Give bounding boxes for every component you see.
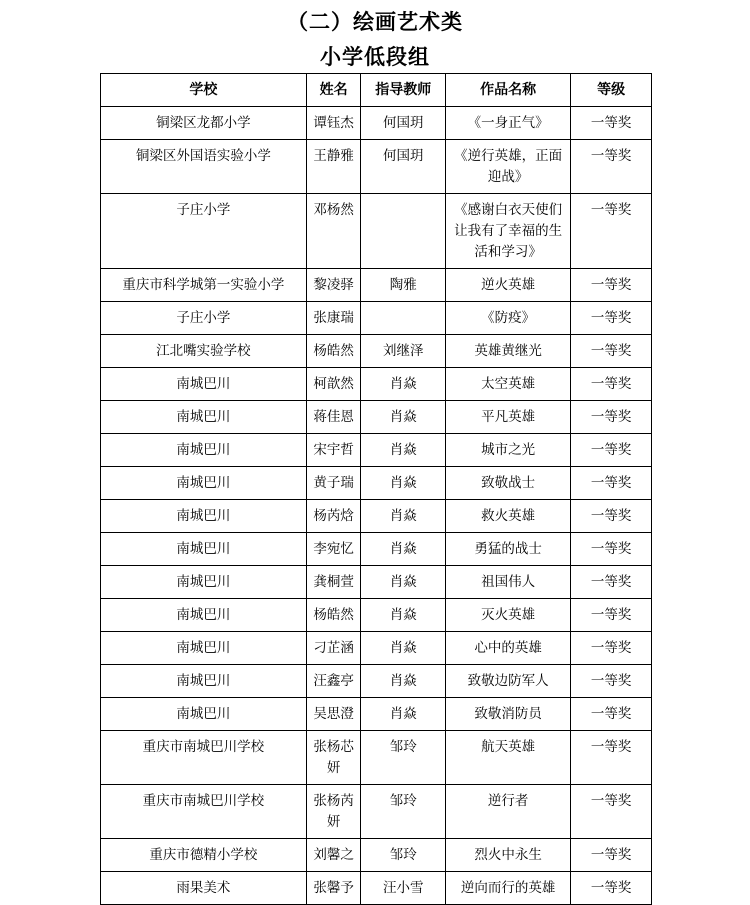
cell-teacher: 肖焱 xyxy=(361,500,446,533)
cell-teacher: 肖焱 xyxy=(361,599,446,632)
table-row xyxy=(101,872,652,905)
cell-name: 李宛忆 xyxy=(306,533,360,566)
cell-level: 一等奖 xyxy=(571,566,652,599)
cell-level: 一等奖 xyxy=(571,872,652,905)
cell-name: 邓杨然 xyxy=(306,194,360,269)
cell-name: 蒋佳恩 xyxy=(306,401,360,434)
table-header-row xyxy=(101,74,652,107)
cell-school: 雨果美术 xyxy=(101,872,307,905)
table-row xyxy=(101,107,652,140)
section-title: 小学低段组 xyxy=(320,45,430,69)
cell-work: 救火英雄 xyxy=(446,500,571,533)
cell-teacher xyxy=(361,302,446,335)
cell-school: 铜梁区龙都小学 xyxy=(101,107,307,140)
table-row xyxy=(101,731,652,785)
cell-school: 南城巴川 xyxy=(101,401,307,434)
cell-work: 烈火中永生 xyxy=(446,839,571,872)
cell-level: 一等奖 xyxy=(571,140,652,194)
table-row xyxy=(101,467,652,500)
cell-school: 重庆市德精小学校 xyxy=(101,839,307,872)
cell-school: 南城巴川 xyxy=(101,698,307,731)
cell-work: 太空英雄 xyxy=(446,368,571,401)
table-row xyxy=(101,434,652,467)
cell-level: 一等奖 xyxy=(571,302,652,335)
cell-school: 重庆市科学城第一实验小学 xyxy=(101,269,307,302)
header-level: 等级 xyxy=(571,74,652,107)
cell-name: 吴思澄 xyxy=(306,698,360,731)
cell-school: 铜梁区外国语实验小学 xyxy=(101,140,307,194)
cell-school: 南城巴川 xyxy=(101,599,307,632)
table-row xyxy=(101,839,652,872)
cell-name: 黎凌驿 xyxy=(306,269,360,302)
table-row xyxy=(101,368,652,401)
cell-level: 一等奖 xyxy=(571,698,652,731)
cell-school: 南城巴川 xyxy=(101,533,307,566)
cell-name: 张馨予 xyxy=(306,872,360,905)
cell-level: 一等奖 xyxy=(571,839,652,872)
cell-level: 一等奖 xyxy=(571,533,652,566)
cell-teacher xyxy=(361,194,446,269)
cell-teacher: 肖焱 xyxy=(361,698,446,731)
header-school: 学校 xyxy=(101,74,307,107)
cell-work: 《一身正气》 xyxy=(446,107,571,140)
header-name: 姓名 xyxy=(306,74,360,107)
awards-table xyxy=(100,73,652,905)
cell-teacher: 肖焱 xyxy=(361,566,446,599)
cell-work: 致敬战士 xyxy=(446,467,571,500)
table-row xyxy=(101,401,652,434)
cell-work: 《感谢白衣天使们让我有了幸福的生活和学习》 xyxy=(446,194,571,269)
cell-teacher: 肖焱 xyxy=(361,533,446,566)
table-row xyxy=(101,335,652,368)
table-body xyxy=(101,107,652,905)
cell-teacher: 邹玲 xyxy=(361,839,446,872)
table-row xyxy=(101,665,652,698)
cell-work: 平凡英雄 xyxy=(446,401,571,434)
cell-work: 灭火英雄 xyxy=(446,599,571,632)
cell-name: 张杨芮妍 xyxy=(306,785,360,839)
cell-level: 一等奖 xyxy=(571,401,652,434)
cell-level: 一等奖 xyxy=(571,194,652,269)
table-row xyxy=(101,599,652,632)
cell-teacher: 何国玥 xyxy=(361,140,446,194)
cell-level: 一等奖 xyxy=(571,335,652,368)
cell-name: 杨皓然 xyxy=(306,599,360,632)
cell-name: 谭钰杰 xyxy=(306,107,360,140)
cell-school: 子庄小学 xyxy=(101,194,307,269)
cell-level: 一等奖 xyxy=(571,434,652,467)
cell-level: 一等奖 xyxy=(571,368,652,401)
cell-work: 城市之光 xyxy=(446,434,571,467)
cell-work: 致敬边防军人 xyxy=(446,665,571,698)
table-row xyxy=(101,566,652,599)
cell-teacher: 肖焱 xyxy=(361,401,446,434)
page-title: （二）绘画艺术类 xyxy=(287,10,463,34)
cell-work: 勇猛的战士 xyxy=(446,533,571,566)
cell-work: 逆行者 xyxy=(446,785,571,839)
cell-teacher: 刘继泽 xyxy=(361,335,446,368)
cell-school: 南城巴川 xyxy=(101,632,307,665)
cell-teacher: 肖焱 xyxy=(361,434,446,467)
cell-name: 黄子瑞 xyxy=(306,467,360,500)
cell-school: 子庄小学 xyxy=(101,302,307,335)
cell-teacher: 肖焱 xyxy=(361,665,446,698)
cell-work: 《逆行英雄，正面迎战》 xyxy=(446,140,571,194)
cell-work: 心中的英雄 xyxy=(446,632,571,665)
cell-level: 一等奖 xyxy=(571,785,652,839)
cell-name: 宋宇哲 xyxy=(306,434,360,467)
cell-teacher: 邹玲 xyxy=(361,731,446,785)
cell-school: 南城巴川 xyxy=(101,500,307,533)
cell-school: 重庆市南城巴川学校 xyxy=(101,731,307,785)
cell-work: 英雄黄继光 xyxy=(446,335,571,368)
table-row xyxy=(101,194,652,269)
cell-level: 一等奖 xyxy=(571,665,652,698)
cell-work: 《防疫》 xyxy=(446,302,571,335)
cell-work: 逆火英雄 xyxy=(446,269,571,302)
cell-school: 重庆市南城巴川学校 xyxy=(101,785,307,839)
cell-teacher: 肖焱 xyxy=(361,467,446,500)
cell-level: 一等奖 xyxy=(571,599,652,632)
cell-school: 南城巴川 xyxy=(101,368,307,401)
cell-name: 柯歆然 xyxy=(306,368,360,401)
cell-level: 一等奖 xyxy=(571,269,652,302)
table-row xyxy=(101,533,652,566)
cell-work: 逆向而行的英雄 xyxy=(446,872,571,905)
cell-name: 张杨芯妍 xyxy=(306,731,360,785)
table-row xyxy=(101,632,652,665)
header-work: 作品名称 xyxy=(446,74,571,107)
table-row xyxy=(101,500,652,533)
header-teacher: 指导教师 xyxy=(361,74,446,107)
table-row xyxy=(101,140,652,194)
cell-teacher: 陶雅 xyxy=(361,269,446,302)
cell-level: 一等奖 xyxy=(571,500,652,533)
cell-work: 航天英雄 xyxy=(446,731,571,785)
cell-work: 致敬消防员 xyxy=(446,698,571,731)
cell-teacher: 肖焱 xyxy=(361,632,446,665)
cell-name: 张康瑞 xyxy=(306,302,360,335)
cell-name: 龚桐萱 xyxy=(306,566,360,599)
cell-level: 一等奖 xyxy=(571,467,652,500)
cell-level: 一等奖 xyxy=(571,107,652,140)
cell-name: 王静雅 xyxy=(306,140,360,194)
cell-level: 一等奖 xyxy=(571,731,652,785)
cell-school: 南城巴川 xyxy=(101,467,307,500)
cell-name: 汪鑫亭 xyxy=(306,665,360,698)
cell-teacher: 汪小雪 xyxy=(361,872,446,905)
table-row xyxy=(101,269,652,302)
cell-school: 南城巴川 xyxy=(101,434,307,467)
cell-name: 杨芮焓 xyxy=(306,500,360,533)
cell-work: 祖国伟人 xyxy=(446,566,571,599)
cell-school: 江北嘴实验学校 xyxy=(101,335,307,368)
table-row xyxy=(101,785,652,839)
cell-school: 南城巴川 xyxy=(101,566,307,599)
cell-name: 刘馨之 xyxy=(306,839,360,872)
table-row xyxy=(101,698,652,731)
cell-teacher: 邹玲 xyxy=(361,785,446,839)
cell-name: 刁芷涵 xyxy=(306,632,360,665)
cell-name: 杨皓然 xyxy=(306,335,360,368)
cell-school: 南城巴川 xyxy=(101,665,307,698)
table-row xyxy=(101,302,652,335)
cell-teacher: 何国玥 xyxy=(361,107,446,140)
cell-teacher: 肖焱 xyxy=(361,368,446,401)
cell-level: 一等奖 xyxy=(571,632,652,665)
